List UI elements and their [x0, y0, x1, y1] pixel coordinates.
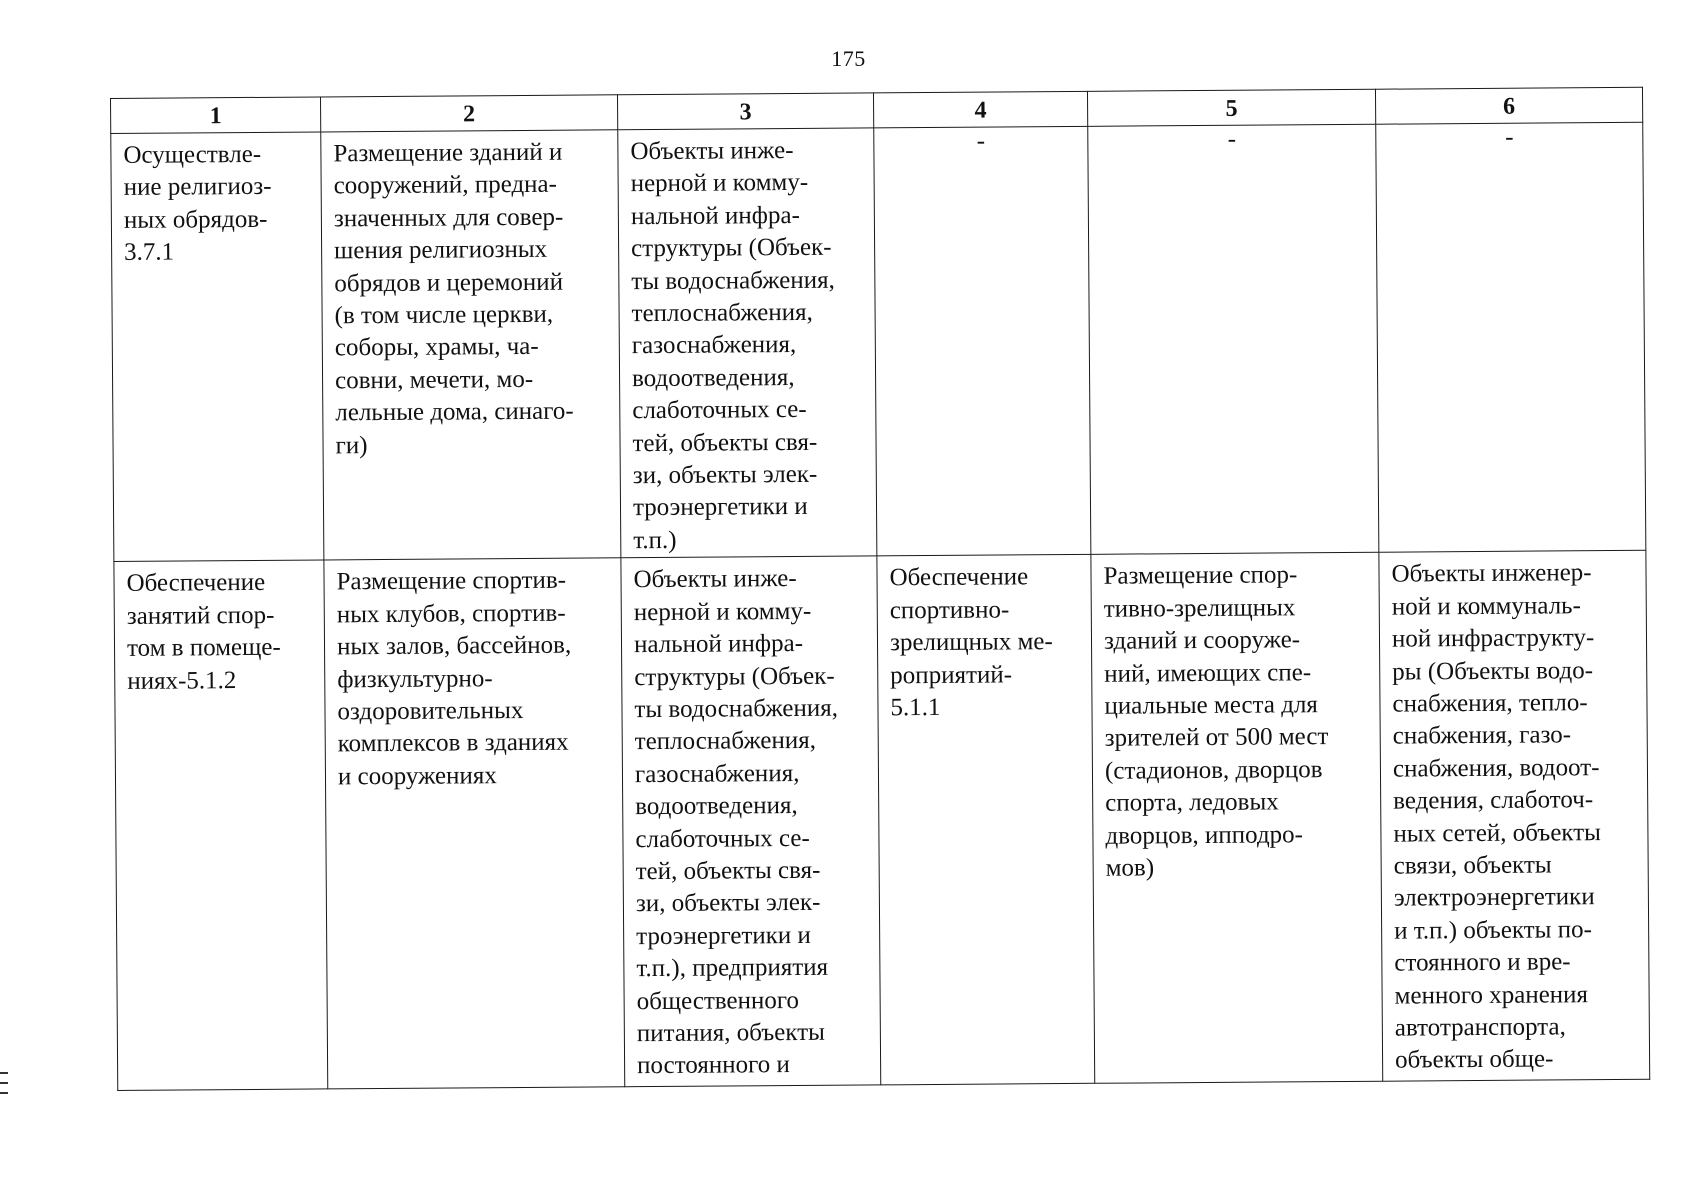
- auxiliary-objects-cell: Объекты инже- нерной и комму- нальной инфра- структуры (Объек- ты водоснабжения, теплоснабжения, газоснабжения, водоотведения, слаботочных се- тей, объекты свя- зи, объекты элек- троэнергетики и т.п.): [618, 128, 877, 558]
- scan-artifact-mark: [0, 1092, 8, 1094]
- table-row: [111, 122, 1646, 561]
- column-header-1: 1: [111, 97, 321, 134]
- zoning-table: [110, 87, 1650, 1091]
- use-description-cell: Размещение спортив- ных клубов, спортив- ных залов, бассейнов, физкультурно- оздоровительных комплексов в зданиях и сооружениях: [324, 558, 625, 1089]
- auxiliary-objects-cell: Объекты инже- нерной и комму- нальной инфра- структуры (Объек- ты водоснабжения, теплоснабжения, газоснабжения, водоотведения, слаботочных се- тей, объекты свя- зи, объекты элек- троэнергетики и т.п.), предприятия общественного питания, объекты постоянного и: [621, 556, 881, 1087]
- column-header-5: 5: [1087, 89, 1375, 126]
- conditional-auxiliary-cell: Объекты инженер- ной и коммуналь- ной инфраструкту- ры (Объекты водо- снабжения, тепло- снабжения, газо- снабжения, водоот- ведения, слаботоч- ных сетей, объекты связи, объекты электроэнергетики и т.п.) объекты по- стоянного и вре- менного хранения автотранспорта, объекты обще-: [1379, 551, 1650, 1082]
- column-header-4: 4: [873, 91, 1087, 128]
- scan-artifact-mark: [0, 1082, 8, 1084]
- column-header-2: 2: [320, 95, 617, 132]
- conditional-description-cell: -: [1088, 124, 1379, 554]
- conditional-auxiliary-cell: -: [1376, 122, 1646, 552]
- column-header-3: 3: [617, 93, 873, 130]
- conditional-use-cell: -: [874, 126, 1091, 556]
- conditional-use-cell: Обеспечение спортивно- зрелищных ме- роприятий- 5.1.1: [877, 555, 1095, 1086]
- page-number: 175: [831, 46, 866, 71]
- conditional-description-cell: Размещение спор- тивно-зрелищных зданий и сооруже- ний, имеющих спе- циальные места для зрителей от 500 мест (стадионов, дворцов спорта, ледовых дворцов, ипподро- мов): [1091, 552, 1383, 1083]
- permitted-use-cell: Осуществле- ние религиоз- ных обрядов- 3.7.1: [111, 132, 324, 562]
- scan-artifact-mark: [0, 1072, 8, 1074]
- use-description-cell: Размещение зданий и сооружений, предна- значенных для совер- шения религиозных обрядов и церемоний (в том числе церкви, соборы, храмы, ча- совни, мечети, мо- лельные дома, синаго- ги): [321, 130, 621, 560]
- table-row: [114, 551, 1650, 1091]
- permitted-use-cell: Обеспечение занятий спор- том в помеще- ниях-5.1.2: [114, 560, 328, 1091]
- column-header-6: 6: [1375, 87, 1642, 124]
